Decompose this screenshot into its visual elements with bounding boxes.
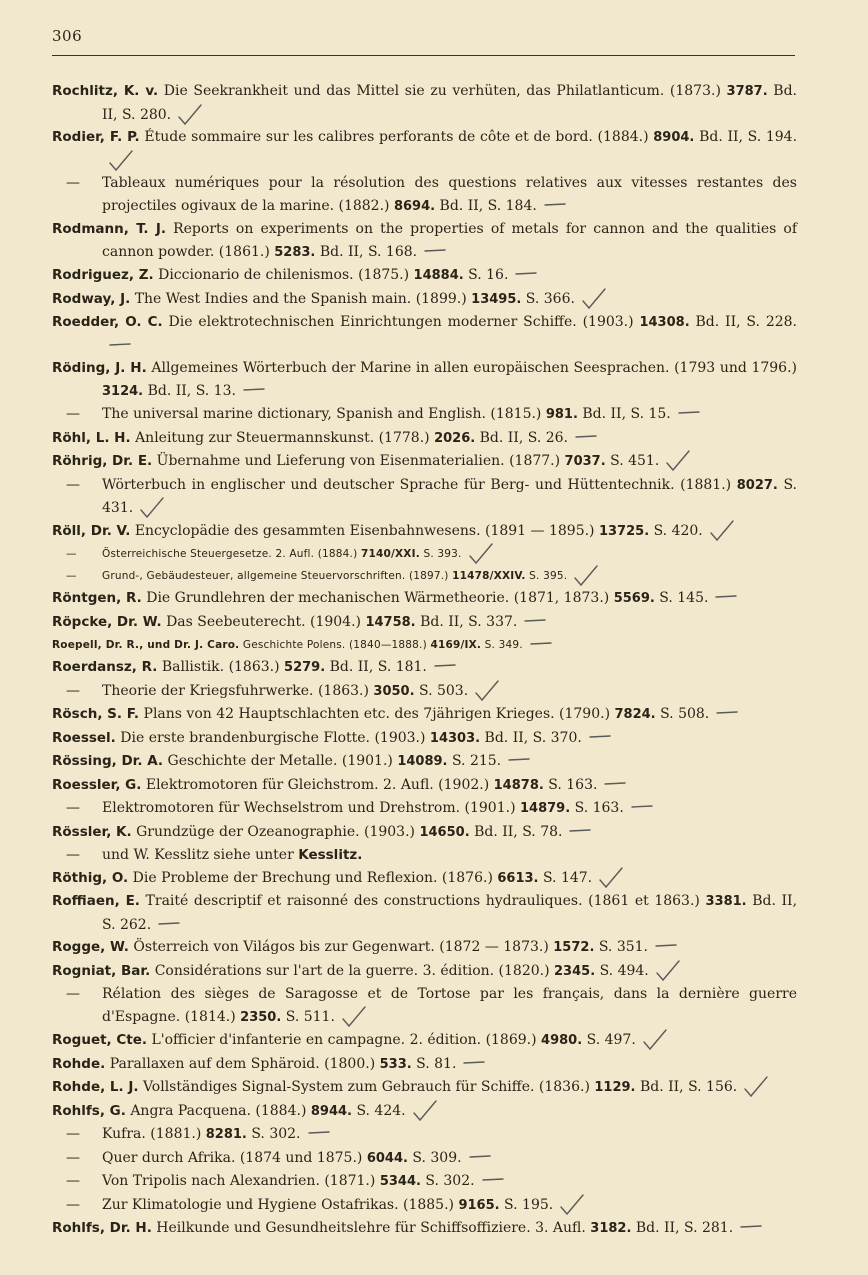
entry-continuation-dash: — bbox=[66, 1173, 80, 1189]
check-mark-icon bbox=[709, 520, 735, 542]
catalog-entry bbox=[52, 983, 797, 1029]
catalog-entry bbox=[52, 1053, 797, 1077]
entry-continuation-dash: — bbox=[66, 800, 80, 816]
entry-author: Röthig, O. bbox=[52, 869, 129, 886]
pencil-dash-icon bbox=[514, 264, 538, 286]
entry-catalog-number: 9165. bbox=[458, 1197, 500, 1213]
entry-catalog-number: 4169/IX. bbox=[430, 639, 482, 651]
entry-continuation-dash: — bbox=[66, 1126, 80, 1142]
entry-continuation-dash: — bbox=[66, 1196, 80, 1213]
entry-catalog-number: 6613. bbox=[497, 870, 539, 886]
entry-page-reference: Bd. II, S. 280. bbox=[102, 83, 797, 123]
entry-catalog-number: 14758. bbox=[365, 614, 416, 630]
entry-page-reference: Bd. II, S. 281. bbox=[635, 1220, 734, 1236]
entry-author: Rohde. bbox=[52, 1055, 106, 1072]
entry-page-reference: S. 494. bbox=[599, 962, 649, 979]
entry-author: Rochlitz, K. v. bbox=[52, 83, 159, 99]
entry-page-reference: Bd. II, S. 181. bbox=[329, 659, 427, 675]
pencil-dash-icon bbox=[588, 727, 612, 749]
entry-catalog-number: 3182. bbox=[590, 1221, 632, 1236]
entry-page-reference: Bd. II, S. 15. bbox=[582, 406, 671, 422]
entry-catalog-number: 3381. bbox=[705, 894, 747, 909]
entry-catalog-number: 7037. bbox=[564, 454, 606, 469]
entry-continuation-dash: — bbox=[66, 1149, 80, 1166]
pencil-dash-icon bbox=[715, 703, 739, 725]
entry-title: Traité descriptif et raisonné des constructions hydrauliques. (1861 et 1863.) bbox=[145, 893, 700, 909]
catalog-entry bbox=[52, 1029, 797, 1053]
entry-catalog-number: 5569. bbox=[613, 591, 655, 606]
pencil-dash-icon bbox=[677, 403, 701, 425]
pencil-dash-icon bbox=[603, 774, 627, 796]
entry-catalog-number: 7140/XXI. bbox=[360, 548, 420, 560]
entry-title: Tableaux numériques pour la résolution des questions relatives aux vitesses restantes des projectiles ogivaux de la marine. (1882.) bbox=[102, 175, 797, 214]
entry-continuation-dash: — bbox=[66, 986, 80, 1002]
entry-title: Das Seebeuterecht. (1904.) bbox=[166, 613, 361, 630]
pencil-dash-icon bbox=[433, 656, 457, 678]
entry-page-reference: S. 349. bbox=[484, 639, 523, 651]
entry-page-reference: Bd. II, S. 337. bbox=[420, 613, 518, 630]
entry-catalog-number: 11478/XXIV. bbox=[452, 570, 526, 582]
entry-catalog-number: 8904. bbox=[653, 130, 695, 145]
entry-continuation-dash: — bbox=[66, 570, 77, 582]
entry-author: Roguet, Cte. bbox=[52, 1032, 148, 1048]
catalog-entry bbox=[52, 750, 797, 774]
entry-catalog-number: 1572. bbox=[553, 940, 595, 955]
catalog-entry bbox=[52, 357, 797, 403]
check-mark-icon bbox=[177, 104, 203, 126]
entry-author: Röding, J. H. bbox=[52, 360, 147, 376]
catalog-entry bbox=[52, 821, 797, 845]
entry-catalog-number: 8281. bbox=[205, 1127, 247, 1142]
catalog-entry bbox=[52, 403, 797, 427]
entry-continuation-dash: — bbox=[66, 682, 80, 699]
entry-author: Röntgen, R. bbox=[52, 590, 142, 606]
pencil-dash-icon bbox=[630, 797, 654, 819]
entry-title: Vollständiges Signal-System zum Gebrauch für Schiffe. (1836.) bbox=[142, 1079, 590, 1095]
entry-author: Rohde, L. J. bbox=[52, 1079, 139, 1095]
entry-catalog-number: 14089. bbox=[397, 754, 448, 769]
entry-author: Rohlfs, Dr. H. bbox=[52, 1220, 152, 1236]
pencil-dash-icon bbox=[108, 335, 132, 357]
entry-author: Roepell, Dr. R., und Dr. J. Caro. bbox=[52, 639, 240, 651]
entry-title: Österreich von Világos bis zur Gegenwart. (1872 — 1873.) bbox=[133, 939, 549, 955]
catalog-entry bbox=[52, 1100, 797, 1124]
entry-title: Étude sommaire sur les calibres perforants de côte et de bord. (1884.) bbox=[144, 129, 649, 145]
entry-author: Roessel. bbox=[52, 729, 116, 746]
entry-page-reference: S. 195. bbox=[504, 1196, 554, 1213]
entry-author: Rogge, W. bbox=[52, 939, 129, 955]
entry-author: Roerdansz, R. bbox=[52, 659, 158, 675]
entry-page-reference: S. 395. bbox=[529, 570, 568, 582]
entry-page-reference: S. 366. bbox=[525, 290, 575, 307]
entry-page-reference: S. 511. bbox=[285, 1008, 335, 1025]
entry-title: Zur Klimatologie und Hygiene Ostafrikas. (1885.) bbox=[102, 1196, 455, 1213]
entry-continuation-dash: — bbox=[66, 548, 77, 560]
entry-title: Kufra. (1881.) bbox=[102, 1126, 202, 1142]
entry-page-reference: S. 503. bbox=[419, 682, 469, 699]
catalog-entry bbox=[52, 126, 797, 172]
entry-page-reference: S. 302. bbox=[425, 1173, 475, 1189]
entry-catalog-number: 4980. bbox=[541, 1033, 583, 1048]
pencil-dash-icon bbox=[529, 634, 553, 656]
entry-catalog-number: 3787. bbox=[726, 84, 768, 99]
catalog-entry bbox=[52, 288, 797, 312]
pencil-dash-icon bbox=[157, 914, 181, 936]
entry-author: Roffiaen, E. bbox=[52, 893, 140, 909]
entry-title: und W. Kesslitz siehe unter bbox=[102, 847, 294, 863]
entry-catalog-number: 533. bbox=[379, 1056, 412, 1072]
entry-title: Reports on experiments on the properties of metals for cannon and the qualities of cannon powder. (1861.) bbox=[102, 221, 798, 260]
entry-page-reference: S. 497. bbox=[586, 1032, 636, 1048]
entry-title: Wörterbuch in englischer und deutscher Sprache für Berg- und Hüttentechnik. (1881.) bbox=[102, 476, 732, 493]
catalog-entry bbox=[52, 634, 797, 656]
entry-title: Encyclopädie des gesammten Eisenbahnwesens. (1891 — 1895.) bbox=[134, 522, 595, 539]
entry-page-reference: Bd. II, S. 194. bbox=[699, 129, 798, 145]
check-mark-icon bbox=[559, 1194, 585, 1216]
catalog-entry bbox=[52, 890, 797, 936]
entry-catalog-number: 14878. bbox=[493, 777, 544, 793]
entry-title: Übernahme und Lieferung von Eisenmaterialien. (1877.) bbox=[156, 453, 561, 469]
entry-page-reference: S. 163. bbox=[548, 776, 598, 793]
entry-title: Diccionario de chilenismos. (1875.) bbox=[158, 267, 410, 283]
entry-catalog-number: 3050. bbox=[373, 683, 415, 699]
entry-catalog-number: 981. bbox=[545, 407, 578, 422]
catalog-entry bbox=[52, 474, 797, 520]
pencil-dash-icon bbox=[654, 936, 678, 958]
catalog-entry bbox=[52, 1076, 797, 1100]
entry-catalog-number: 2345. bbox=[554, 963, 596, 979]
check-mark-icon bbox=[341, 1006, 367, 1028]
entry-page-reference: Bd. II, S. 26. bbox=[479, 429, 569, 446]
entry-page-reference: S. 16. bbox=[468, 267, 509, 283]
entry-title: Theorie der Kriegsfuhrwerke. (1863.) bbox=[102, 682, 369, 699]
catalog-entry bbox=[52, 172, 797, 218]
entry-title: Geschichte Polens. (1840—1888.) bbox=[242, 639, 427, 651]
entry-catalog-number: 2026. bbox=[434, 430, 476, 446]
entry-title: Allgemeines Wörterbuch der Marine in allen europäischen Seesprachen. (1793 und 1796.) bbox=[151, 360, 798, 376]
entry-page-reference: S. 424. bbox=[356, 1102, 406, 1119]
entry-page-reference: Bd. II, S. 13. bbox=[147, 382, 236, 399]
catalog-entry bbox=[52, 587, 797, 611]
check-mark-icon bbox=[665, 450, 691, 472]
entry-cross-reference: Kesslitz. bbox=[298, 847, 363, 863]
entry-title: The universal marine dictionary, Spanish and English. (1815.) bbox=[102, 406, 542, 422]
entry-title: Elektromotoren für Gleichstrom. 2. Aufl. (1902.) bbox=[145, 776, 490, 793]
pencil-dash-icon bbox=[242, 380, 266, 402]
check-mark-icon bbox=[468, 543, 494, 565]
check-mark-icon bbox=[581, 288, 607, 310]
entry-page-reference: S. 309. bbox=[412, 1149, 462, 1166]
entry-title: Quer durch Afrika. (1874 und 1875.) bbox=[102, 1149, 363, 1166]
entry-title: Rélation des sièges de Saragosse et de Tortose par les français, dans la dernière guerre d'Espagne. (1814.) bbox=[102, 986, 797, 1025]
entry-title: Plans von 42 Hauptschlachten etc. des 7jährigen Krieges. (1790.) bbox=[143, 706, 611, 722]
catalog-entry bbox=[52, 1217, 797, 1241]
pencil-dash-icon bbox=[739, 1217, 763, 1239]
entry-continuation-dash: — bbox=[66, 847, 80, 863]
entry-author: Roedder, O. C. bbox=[52, 314, 163, 330]
catalog-entry bbox=[52, 844, 797, 867]
entry-title: Considérations sur l'art de la guerre. 3. édition. (1820.) bbox=[154, 962, 550, 979]
entry-title: Die Grundlehren der mechanischen Wärmetheorie. (1871, 1873.) bbox=[146, 590, 610, 606]
entry-author: Rohlfs, G. bbox=[52, 1102, 126, 1119]
catalog-entry bbox=[52, 656, 797, 680]
entry-catalog-number: 6044. bbox=[366, 1150, 408, 1166]
entry-catalog-number: 8027. bbox=[736, 477, 778, 493]
catalog-entry bbox=[52, 311, 797, 357]
entry-page-reference: S. 145. bbox=[659, 590, 709, 606]
catalog-entry bbox=[52, 1170, 797, 1194]
catalog-entry bbox=[52, 1147, 797, 1171]
catalog-entry bbox=[52, 218, 797, 264]
entry-page-reference: S. 431. bbox=[102, 476, 797, 516]
entry-page-reference: S. 508. bbox=[660, 706, 710, 722]
entry-list bbox=[52, 80, 797, 1241]
entry-title: Ballistik. (1863.) bbox=[161, 659, 280, 675]
pencil-dash-icon bbox=[507, 750, 531, 772]
catalog-entry bbox=[52, 960, 797, 984]
entry-author: Rössing, Dr. A. bbox=[52, 753, 164, 769]
entry-title: Die elektrotechnischen Einrichtungen moderner Schiffe. (1903.) bbox=[168, 314, 634, 330]
check-mark-icon bbox=[743, 1076, 769, 1098]
entry-title: Anleitung zur Steuermannskunst. (1778.) bbox=[135, 429, 430, 446]
entry-catalog-number: 5344. bbox=[379, 1174, 421, 1189]
entry-title: Heilkunde und Gesundheitslehre für Schiffsoffiziere. 3. Aufl. bbox=[156, 1220, 586, 1236]
catalog-entry bbox=[52, 543, 797, 565]
catalog-entry bbox=[52, 703, 797, 727]
catalog-entry bbox=[52, 774, 797, 798]
entry-catalog-number: 1129. bbox=[594, 1080, 636, 1095]
catalog-entry bbox=[52, 427, 797, 451]
entry-author: Rössler, K. bbox=[52, 823, 132, 840]
catalog-entry bbox=[52, 680, 797, 704]
entry-title: Von Tripolis nach Alexandrien. (1871.) bbox=[102, 1173, 376, 1189]
pencil-dash-icon bbox=[714, 587, 738, 609]
entry-page-reference: S. 215. bbox=[451, 753, 502, 769]
entry-catalog-number: 2350. bbox=[240, 1009, 282, 1025]
pencil-dash-icon bbox=[468, 1147, 492, 1169]
entry-catalog-number: 3124. bbox=[102, 383, 144, 399]
check-mark-icon bbox=[412, 1100, 438, 1122]
entry-author: Rodier, F. P. bbox=[52, 129, 140, 145]
entry-title: Parallaxen auf dem Sphäroid. (1800.) bbox=[109, 1055, 376, 1072]
entry-catalog-number: 13495. bbox=[471, 291, 522, 307]
entry-catalog-number: 14308. bbox=[639, 315, 690, 330]
catalog-entry bbox=[52, 1194, 797, 1218]
entry-title: Grund-, Gebäudesteuer, allgemeine Steuervorschriften. (1897.) bbox=[102, 570, 449, 582]
entry-title: Die Probleme der Brechung und Reflexion. (1876.) bbox=[132, 869, 493, 886]
pencil-dash-icon bbox=[423, 241, 447, 263]
entry-page-reference: Bd. II, S. 156. bbox=[639, 1079, 738, 1095]
header-rule bbox=[52, 55, 795, 56]
entry-page-reference: S. 302. bbox=[251, 1126, 301, 1142]
entry-catalog-number: 14879. bbox=[519, 801, 571, 816]
entry-catalog-number: 14303. bbox=[429, 730, 481, 746]
pencil-dash-icon bbox=[574, 427, 598, 449]
entry-page-reference: Bd. II, S. 184. bbox=[439, 197, 537, 214]
pencil-dash-icon bbox=[568, 821, 592, 843]
entry-page-reference: Bd. II, S. 262. bbox=[102, 893, 798, 933]
entry-page-reference: Bd. II, S. 370. bbox=[484, 729, 582, 746]
entry-author: Röll, Dr. V. bbox=[52, 522, 131, 539]
entry-catalog-number: 14650. bbox=[419, 824, 470, 840]
pencil-dash-icon bbox=[307, 1123, 331, 1145]
catalog-entry bbox=[52, 450, 797, 474]
entry-title: The West Indies and the Spanish main. (1899.) bbox=[134, 290, 467, 307]
entry-author: Rodriguez, Z. bbox=[52, 267, 154, 283]
entry-page-reference: S. 351. bbox=[598, 939, 649, 955]
pencil-dash-icon bbox=[462, 1053, 486, 1075]
entry-catalog-number: 13725. bbox=[598, 523, 650, 539]
entry-catalog-number: 5279. bbox=[284, 660, 326, 675]
entry-title: L'officier d'infanterie en campagne. 2. édition. (1869.) bbox=[151, 1032, 537, 1048]
check-mark-icon bbox=[474, 680, 500, 702]
entry-title: Geschichte der Metalle. (1901.) bbox=[167, 753, 393, 769]
entry-title: Die erste brandenburgische Flotte. (1903.) bbox=[120, 729, 426, 746]
entry-author: Rodmann, T. J. bbox=[52, 221, 166, 237]
catalog-entry bbox=[52, 1123, 797, 1147]
entry-author: Rogniat, Bar. bbox=[52, 962, 151, 979]
entry-page-reference: S. 163. bbox=[574, 800, 624, 816]
catalog-entry bbox=[52, 611, 797, 635]
catalog-entry bbox=[52, 797, 797, 821]
catalog-entry bbox=[52, 264, 797, 288]
pencil-dash-icon bbox=[481, 1170, 505, 1192]
entry-continuation-dash: — bbox=[66, 175, 80, 191]
pencil-dash-icon bbox=[543, 195, 567, 217]
catalog-entry bbox=[52, 936, 797, 960]
entry-catalog-number: 14884. bbox=[413, 268, 464, 283]
entry-page-reference: S. 420. bbox=[653, 522, 703, 539]
entry-catalog-number: 7824. bbox=[614, 707, 656, 722]
entry-page-reference: S. 147. bbox=[542, 869, 593, 886]
entry-author: Röhrig, Dr. E. bbox=[52, 453, 153, 469]
entry-catalog-number: 8944. bbox=[310, 1103, 352, 1119]
entry-author: Rösch, S. F. bbox=[52, 706, 140, 722]
entry-page-reference: S. 451. bbox=[610, 453, 660, 469]
catalog-entry bbox=[52, 80, 797, 126]
check-mark-icon bbox=[108, 150, 134, 172]
entry-continuation-dash: — bbox=[66, 406, 80, 422]
entry-author: Röhl, L. H. bbox=[52, 429, 131, 446]
check-mark-icon bbox=[139, 497, 165, 519]
entry-title: Österreichische Steuergesetze. 2. Aufl. (1884.) bbox=[102, 548, 358, 560]
entry-page-reference: Bd. II, S. 228. bbox=[695, 314, 797, 330]
pencil-dash-icon bbox=[523, 611, 547, 633]
entry-author: Roessler, G. bbox=[52, 776, 142, 793]
catalog-entry bbox=[52, 520, 797, 544]
catalog-entry bbox=[52, 565, 797, 587]
entry-page-reference: Bd. II, S. 168. bbox=[319, 243, 418, 260]
check-mark-icon bbox=[655, 960, 681, 982]
entry-continuation-dash: — bbox=[66, 476, 80, 493]
check-mark-icon bbox=[598, 867, 624, 889]
entry-title: Elektromotoren für Wechselstrom und Drehstrom. (1901.) bbox=[102, 800, 516, 816]
entry-page-reference: Bd. II, S. 78. bbox=[474, 823, 563, 840]
entry-catalog-number: 5283. bbox=[274, 244, 316, 260]
entry-author: Röpcke, Dr. W. bbox=[52, 613, 162, 630]
entry-catalog-number: 8694. bbox=[393, 198, 436, 214]
entry-title: Die Seekrankheit und das Mittel sie zu verhüten, das Philatlanticum. (1873.) bbox=[163, 83, 721, 99]
check-mark-icon bbox=[573, 565, 599, 587]
catalog-entry bbox=[52, 727, 797, 751]
entry-title: Angra Pacquena. (1884.) bbox=[130, 1102, 307, 1119]
entry-author: Rodway, J. bbox=[52, 290, 131, 307]
entry-page-reference: S. 81. bbox=[416, 1055, 457, 1072]
catalog-entry bbox=[52, 867, 797, 891]
check-mark-icon bbox=[642, 1029, 668, 1051]
page-number: 306 bbox=[52, 27, 83, 45]
entry-page-reference: S. 393. bbox=[423, 548, 462, 560]
entry-title: Grundzüge der Ozeanographie. (1903.) bbox=[136, 823, 416, 840]
